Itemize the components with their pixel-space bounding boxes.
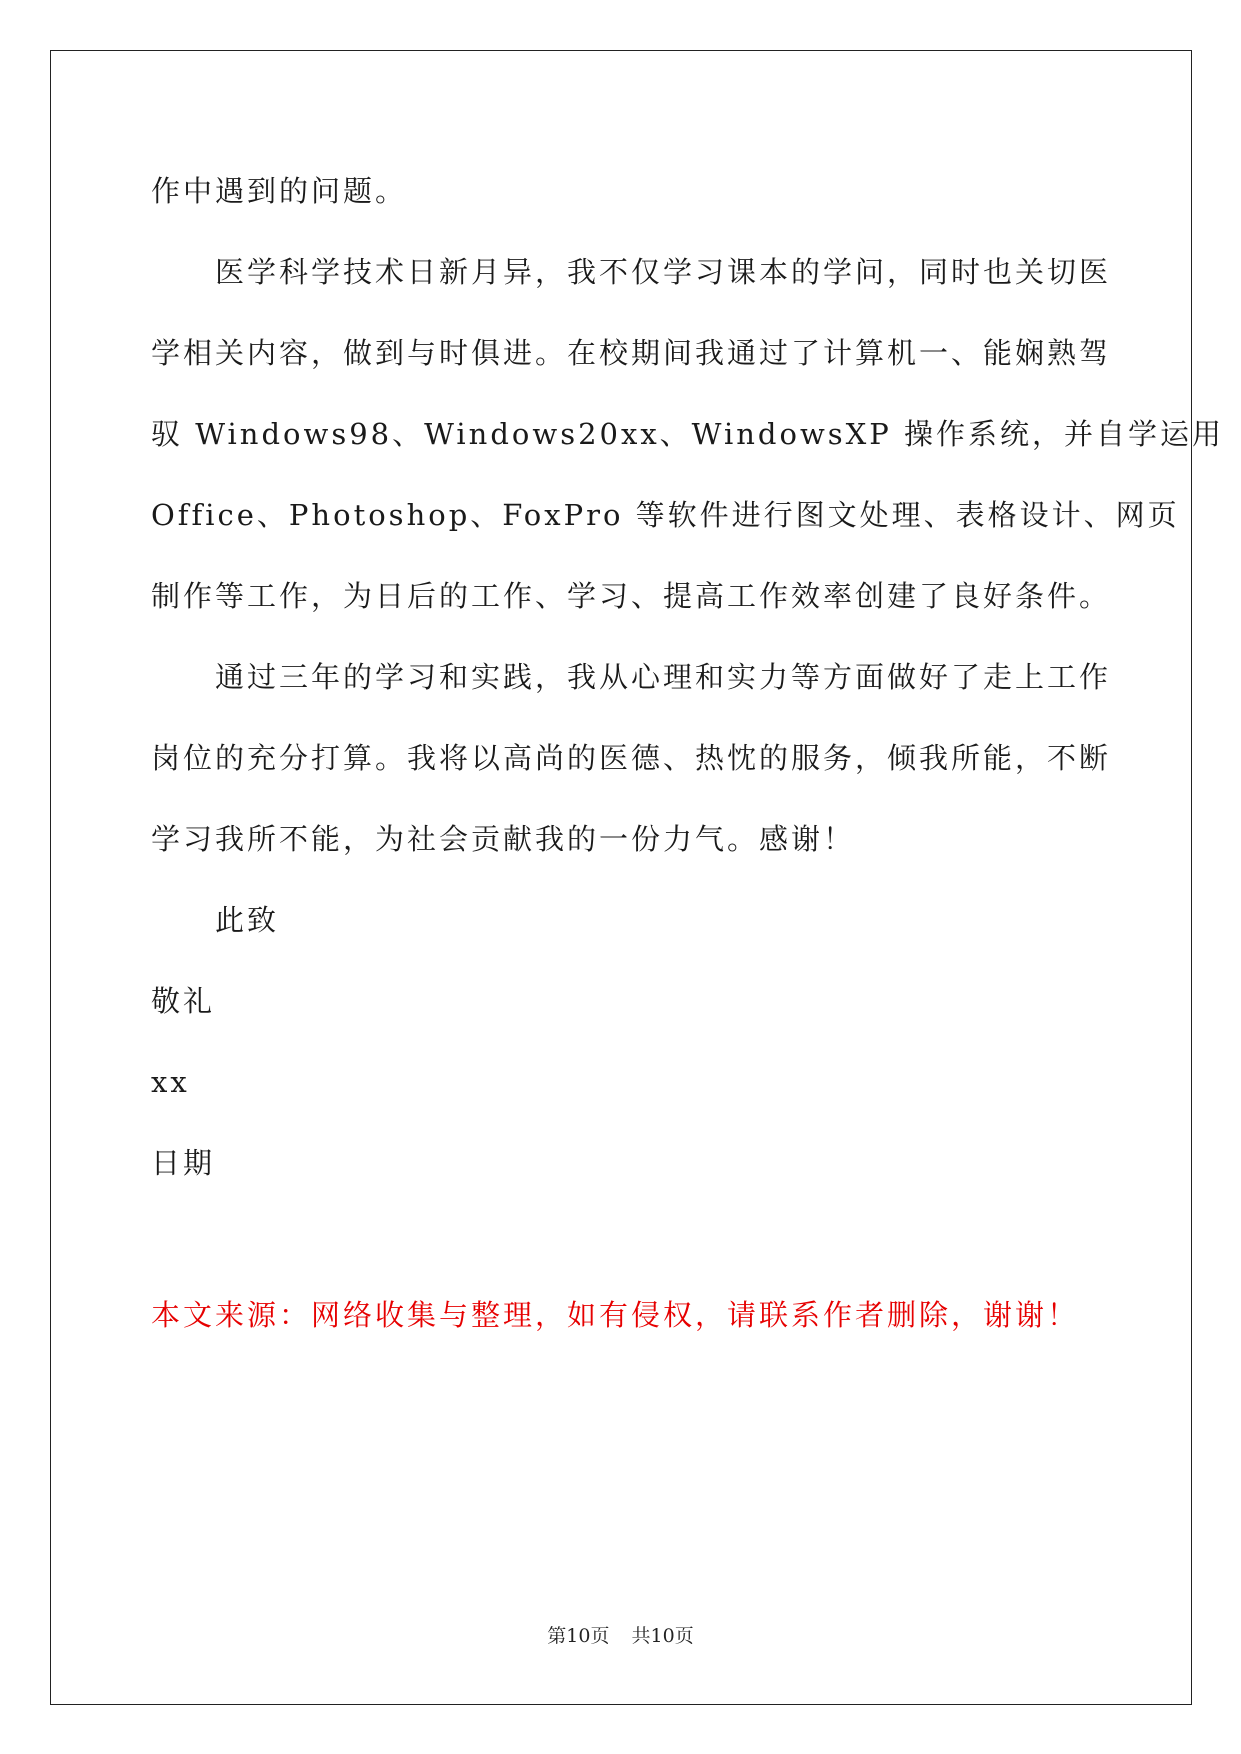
page-number-current: 第10页	[547, 1625, 610, 1647]
text-line: 学相关内容，做到与时俱进。在校期间我通过了计算机一、能娴熟驾	[151, 336, 1112, 370]
text-line: 医学科学技术日新月异，我不仅学习课本的学问，同时也关切医	[215, 255, 1112, 289]
page-footer	[0, 1623, 1241, 1649]
text-line: 岗位的充分打算。我将以高尚的医德、热忱的服务，倾我所能，不断	[151, 741, 1112, 775]
signature-date: 日期	[151, 1146, 216, 1180]
signature-name: xx	[151, 1065, 190, 1099]
text-line: 学习我所不能，为社会贡献我的一份力气。感谢！	[151, 822, 856, 856]
text-line: 作中遇到的问题。	[151, 174, 408, 208]
text-line: 制作等工作，为日后的工作、学习、提高工作效率创建了良好条件。	[151, 579, 1112, 613]
closing-salutation: 此致	[215, 903, 280, 937]
source-disclaimer: 本文来源：网络收集与整理，如有侵权，请联系作者删除，谢谢！	[151, 1298, 1080, 1332]
body-text	[151, 151, 1225, 1204]
page-number-total: 共10页	[631, 1625, 694, 1647]
text-line: 通过三年的学习和实践，我从心理和实力等方面做好了走上工作	[215, 660, 1112, 694]
text-line: Office、Photoshop、FoxPro 等软件进行图文处理、表格设计、网页	[151, 498, 1180, 532]
closing-regards: 敬礼	[151, 984, 216, 1018]
text-line: 驭 Windows98、Windows20xx、WindowsXP 操作系统，并自学运用	[151, 417, 1225, 451]
